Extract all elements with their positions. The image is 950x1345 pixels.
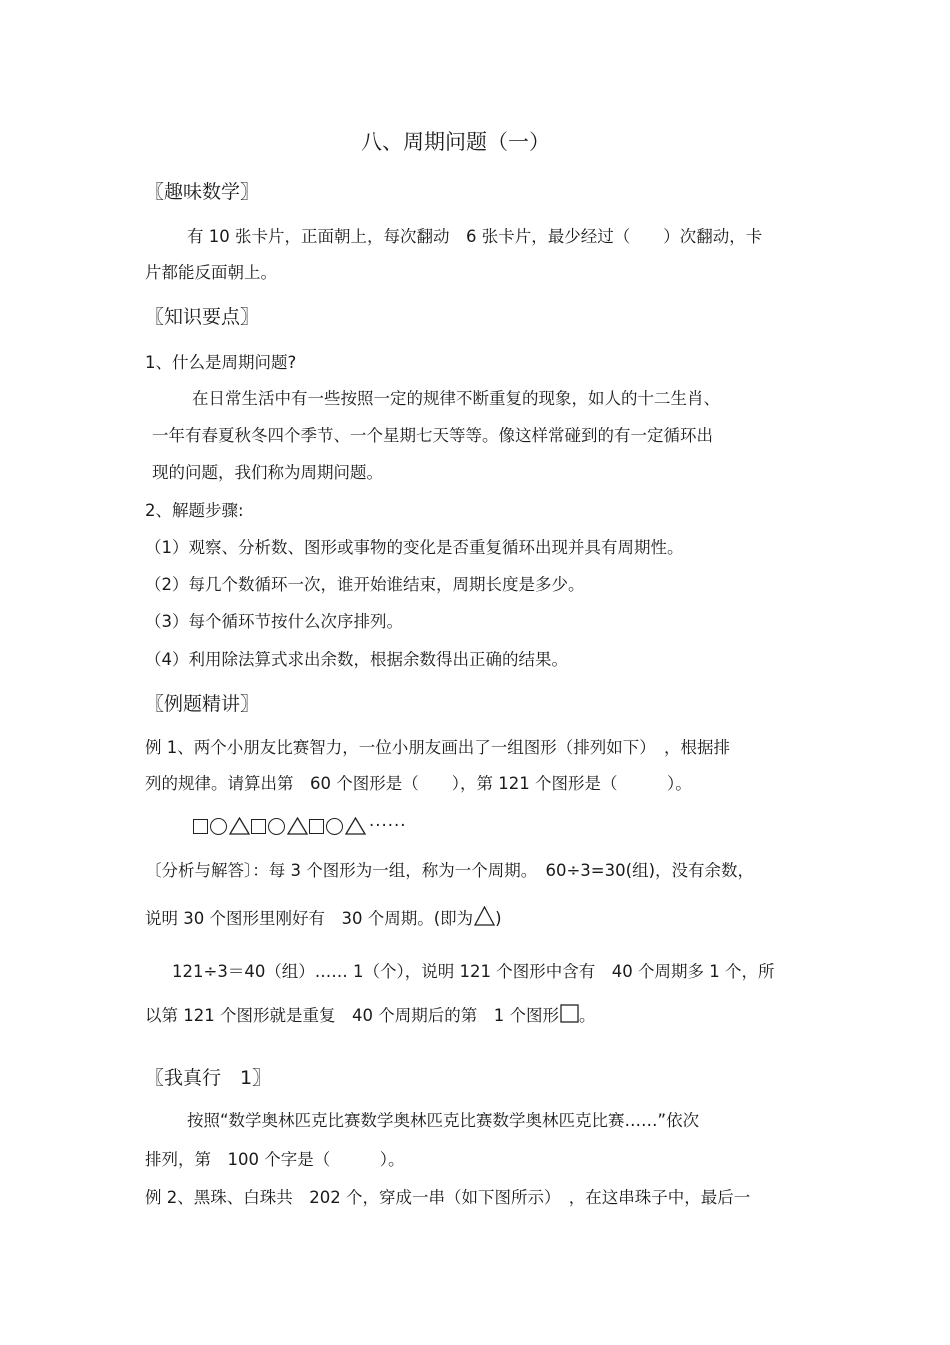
analysis-line-3: 121÷3＝40（组）…… 1（个），说明 121 个图形中含有 40 个周期多 1 个，所 (172, 962, 775, 981)
knowledge-step-2: （2）每几个数循环一次，谁开始谁结束，周期长度是多少。 (145, 575, 585, 594)
triangle-icon (287, 817, 308, 835)
triangle-icon (229, 817, 250, 835)
fun-math-line-2: 片都能反面朝上。 (145, 263, 277, 282)
knowledge-step-1: （1）观察、分析数、图形或事物的变化是否重复循环出现并具有周期性。 (145, 538, 684, 557)
section-heading-knowledge: 〖知识要点〗 (145, 306, 260, 328)
analysis-line-2-text: 说明 30 个图形里刚好有 30 个周期。(即为 (145, 909, 474, 928)
analysis-line-1: 〔分析与解答〕：每 3 个图形为一组，称为一个周期。 60÷3=30(组)，没有余数， (145, 861, 755, 880)
triangle-icon (474, 906, 495, 932)
square-icon (560, 1004, 579, 1029)
analysis-line-4-end: 。 (578, 1006, 596, 1025)
fun-math-line-1: 有 10 张卡片，正面朝上，每次翻动 6 张卡片，最少经过（ ）次翻动，卡 (187, 227, 763, 246)
example-1-line-1: 例 1、两个小朋友比赛智力，一位小朋友画出了一组图形（排列如下） ，根据排 (145, 738, 730, 757)
analysis-line-2-end: ) (495, 909, 502, 928)
knowledge-paragraph-line-2: 一年有春夏秋冬四个季节、一个星期七天等等。像这样常碰到的有一定循环出 (152, 426, 713, 445)
knowledge-paragraph-line-3: 现的问题，我们称为周期问题。 (152, 463, 383, 482)
knowledge-question-2: 2、解题步骤: (145, 501, 244, 520)
shape-sequence (193, 815, 406, 837)
example-2-line-1: 例 2、黑珠、白珠共 202 个，穿成一串（如下图所示） ，在这串珠子中，最后一 (145, 1188, 751, 1207)
circle-icon (326, 818, 343, 835)
example-1-line-2: 列的规律。请算出第 60 个图形是（ ），第 121 个图形是（ ）。 (145, 774, 692, 793)
square-icon (251, 819, 266, 834)
knowledge-step-3: （3）每个循环节按什么次序排列。 (145, 612, 403, 631)
page-title: 八、周期问题（一） (361, 130, 550, 154)
square-icon (309, 819, 324, 834)
practice-1-line-1: 按照“数学奥林匹克比赛数学奥林匹克比赛数学奥林匹克比赛……”依次 (187, 1111, 700, 1130)
knowledge-paragraph-line-1: 在日常生活中有一些按照一定的规律不断重复的现象，如人的十二生肖、 (192, 389, 720, 408)
section-heading-fun-math: 〖趣味数学〗 (145, 181, 260, 203)
analysis-line-2 (145, 906, 502, 932)
analysis-line-4 (145, 1004, 595, 1029)
section-heading-practice-1: 〖我真行 1〗 (145, 1067, 272, 1089)
square-icon (193, 819, 208, 834)
knowledge-question-1: 1、什么是周期问题? (145, 353, 297, 372)
analysis-line-4-text: 以第 121 个图形就是重复 40 个周期后的第 1 个图形 (145, 1006, 559, 1025)
knowledge-step-4: （4）利用除法算式求出余数，根据余数得出正确的结果。 (145, 650, 568, 669)
circle-icon (268, 818, 285, 835)
practice-1-line-2: 排列，第 100 个字是（ ）。 (145, 1150, 405, 1169)
section-heading-examples: 〖例题精讲〗 (145, 693, 260, 715)
circle-icon (210, 818, 227, 835)
sequence-ellipsis: ······ (369, 816, 407, 835)
triangle-icon (345, 817, 366, 835)
